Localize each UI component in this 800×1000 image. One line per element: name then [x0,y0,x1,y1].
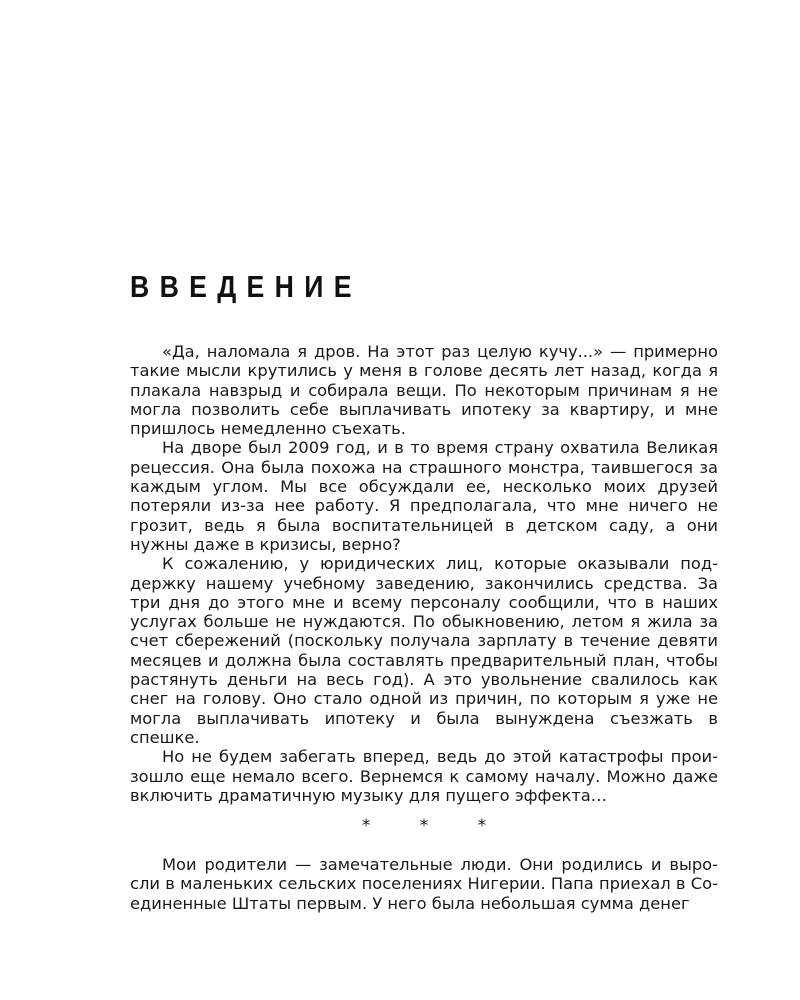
paragraph: На дворе был 2009 год, и в то время страну охватила Великая рецессия. Она была похожа на страшного монстра, таившегося за каждым углом. Мы все обсуждали ее, несколько моих друзей потеряли из-за нее работу. Я предполагала, что мне ничего не грозит, ведь я была воспитательницей в детском саду, а они нужны даже в кризисы, верно? [130,438,718,554]
paragraph: К сожалению, у юридических лиц, которые оказывали поддержку нашему учебному заведению, закончились средства. За три дня до этого мне и всему персоналу сообщили, что в наших услугах больше не нуждаются. По обыкновению, летом я жила за счет сбережений (поскольку получала зарплату в течение девяти месяцев и должна была составлять предварительный план, чтобы растянуть деньги на весь год). А это увольнение свалилось как снег на голову. Оно стало одной из причин, по которым я уже не могла выплачивать ипотеку и была вынуждена съезжать в спешке. [130,554,718,747]
paragraph: Но не будем забегать вперед, ведь до этой катастрофы произошло еще немало всего. Вернемся к самому началу. Можно даже включить драматичную музыку для пущего эффекта… [130,747,718,805]
chapter-title: ВВЕДЕНИЕ [130,269,362,304]
paragraph: Мои родители — замечательные люди. Они родились и выросли в маленьких сельских поселениях Нигерии. Папа приехал в Соединенные Штаты первым. У него была небольшая сумма денег [130,855,718,913]
continuation-text [130,855,718,913]
paragraph: «Да, наломала я дров. На этот раз целую кучу...» — примерно такие мысли крутились у меня в голове десять лет назад, когда я плакала навзрыд и собирала вещи. По некоторым причинам я не могла позволить себе выплачивать ипотеку за квартиру, и мне пришлось немедленно съехать. [130,342,718,439]
section-divider: * * * [361,816,509,836]
intro-text [130,342,718,805]
